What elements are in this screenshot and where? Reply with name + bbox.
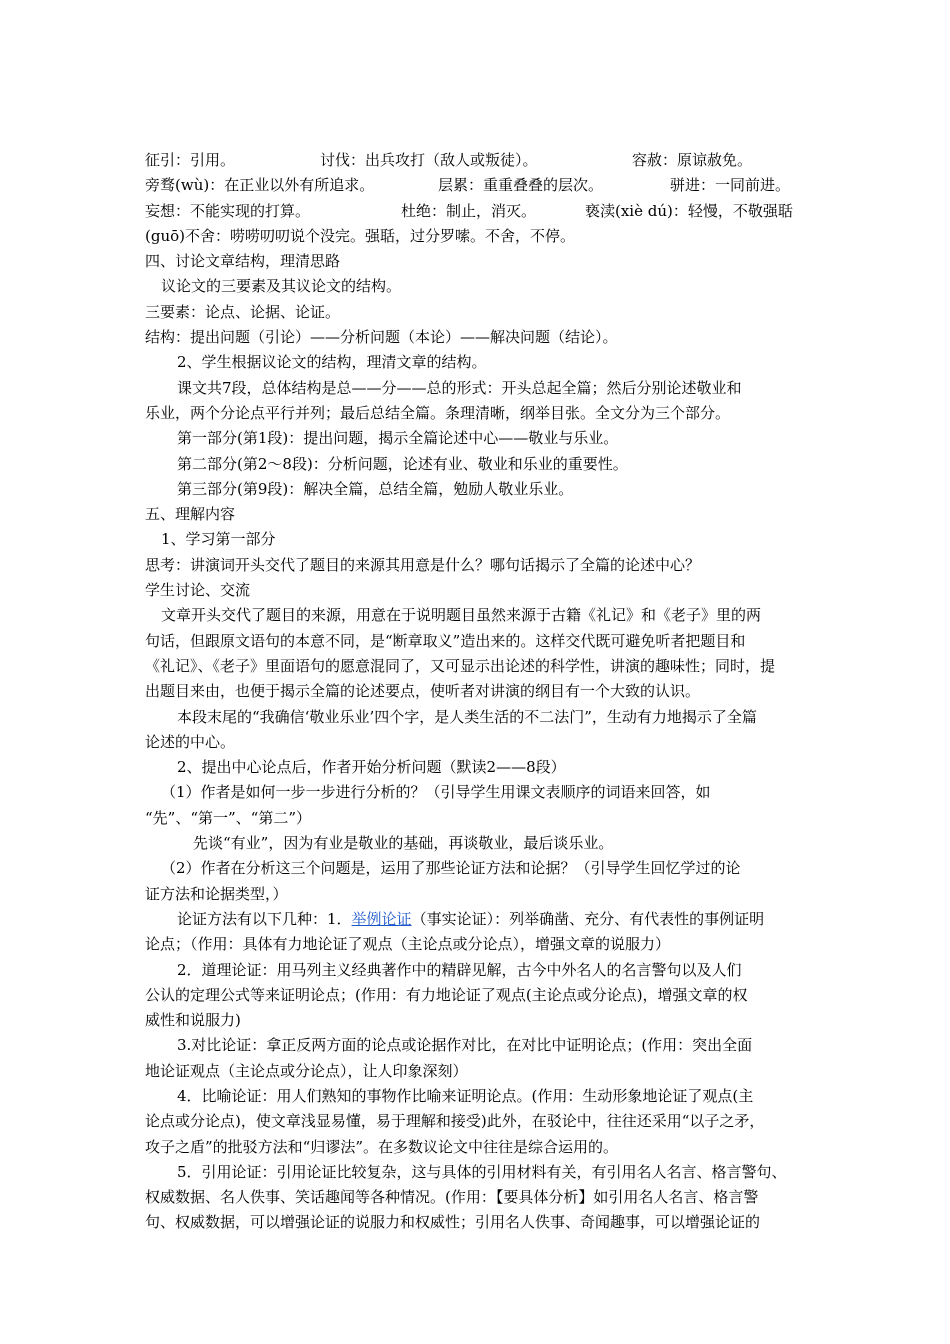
- glossary-entry: 骈进：一同前进。: [670, 176, 791, 195]
- paragraph-line: （2）作者在分析这三个问题是，运用了那些论证方法和论据？（引导学生回忆学过的论: [161, 859, 741, 878]
- glossary-entry: 杜绝：制止，消灭。: [401, 201, 537, 220]
- glossary-row-4: (guō)不舍：唠唠叨叨说个没完。强聒，过分罗嗦。不舍，不停。: [145, 226, 576, 245]
- paragraph-line: 乐业，两个分论点平行并列；最后总结全篇。条理清晰，纲举目张。全文分为三个部分。: [145, 403, 731, 422]
- paragraph-line: 本段末尾的“我确信‘敬业乐业’四个字，是人类生活的不二法门”，生动有力地揭示了全篇: [177, 707, 757, 726]
- glossary-entry: 容赦：原谅赦免。: [632, 151, 753, 169]
- glossary-entry: 讨伐：出兵攻打（敌人或叛徒）。: [320, 151, 538, 169]
- document-page: [145, 148, 813, 1236]
- paragraph-line: （1）作者是如何一步一步进行分析的？（引导学生用课文表顺序的词语来回答，如: [161, 783, 711, 802]
- paragraph-line: 《礼记》、《老子》里面语句的愿意混同了，又可显示出论述的科学性，讲演的趣味性；同时，提: [145, 656, 776, 675]
- paragraph-line: 句话，但跟原文语句的本意不同，是“断章取义”造出来的。这样交代既可避免听者把题目和: [145, 631, 746, 650]
- method-prefix: 论证方法有以下几种：1．: [177, 909, 352, 928]
- paragraph-line: “先”、“第一”、“第二”）: [145, 808, 312, 827]
- glossary-entry: 层累：重重叠叠的层次。: [438, 176, 604, 195]
- paragraph-line: 结构：提出问题（引论）——分析问题（本论）——解决问题（结论）。: [145, 328, 618, 347]
- paragraph-line: 学生讨论、交流: [145, 581, 251, 600]
- paragraph-line: 先谈“有业”，因为有业是敬业的基础，再谈敬业，最后谈乐业。: [193, 834, 614, 853]
- glossary-row-3: [145, 199, 813, 224]
- paragraph-line: 三要素：论点、论据、论证。: [145, 302, 341, 321]
- paragraph-line: 出题目来由，也便于揭示全篇的论述要点，使听者对讲演的纲目有一个大致的认识。: [145, 682, 701, 701]
- section-heading: 四、讨论文章结构，理清思路: [145, 252, 341, 271]
- example-argument-link[interactable]: 举例论证: [351, 909, 412, 928]
- paragraph-line: 第二部分(第2～8段)：分析问题，论述有业、敬业和乐业的重要性。: [177, 454, 628, 473]
- glossary-entry: 妄想：不能实现的打算。: [145, 201, 311, 220]
- paragraph-line: 3.对比论证：拿正反两方面的论点或论据作对比，在对比中证明论点；(作用：突出全面: [177, 1036, 753, 1055]
- glossary-row-1: [145, 148, 813, 173]
- paragraph-line: 证方法和论据类型，）: [145, 884, 288, 903]
- paragraph-line: 第一部分(第1段)：提出问题，揭示全篇论述中心——敬业与乐业。: [177, 429, 619, 448]
- paragraph-line: 论点；（作用：具体有力地论证了观点（主论点或分论点），增强文章的说服力）: [145, 935, 671, 954]
- paragraph-line: 第三部分(第9段)：解决全篇，总结全篇，勉励人敬业乐业。: [177, 479, 574, 498]
- paragraph-line: 4．比喻论证：用人们熟知的事物作比喻来证明论点。(作用：生动形象地论证了观点(主: [177, 1086, 754, 1105]
- paragraph-line: 2、学生根据议论文的结构，理清文章的结构。: [177, 353, 487, 372]
- section-heading: 五、理解内容: [145, 505, 236, 524]
- paragraph-line: 5．引用论证：引用论证比较复杂，这与具体的引用材料有关，有引用名人名言、格言警句、: [177, 1162, 787, 1181]
- method-suffix: （事实论证）：列举确凿、充分、有代表性的事例证明: [411, 909, 765, 928]
- glossary-entry: 征引：引用。: [145, 151, 236, 169]
- paragraph-line: 威性和说服力): [145, 1011, 241, 1030]
- paragraph-line: 2．道理论证：用马列主义经典著作中的精辟见解，古今中外名人的名言警句以及人们: [177, 960, 742, 979]
- paragraph-line: 权威数据、名人佚事、笑话趣闻等各种情况。(作用：【要具体分析】如引用名人名言、格言警: [145, 1188, 759, 1207]
- paragraph-line: 论点或分论点)，使文章浅显易懂，易于理解和接受)此外，在驳论中，往往还采用“以子之矛，: [145, 1112, 765, 1131]
- paragraph-line: 议论文的三要素及其议论文的结构。: [161, 277, 402, 296]
- paragraph-line: 攻子之盾”的批驳方法和“归谬法”。在多数议论文中往往是综合运用的。: [145, 1137, 619, 1156]
- paragraph-line: 课文共7段，总体结构是总——分——总的形式：开头总起全篇；然后分别论述敬业和: [177, 378, 742, 397]
- paragraph-line: 论述的中心。: [145, 732, 236, 751]
- glossary-row-2: [145, 173, 813, 198]
- paragraph-line: 文章开头交代了题目的来源，用意在于说明题目虽然来源于古籍《礼记》和《老子》里的两: [161, 606, 762, 625]
- paragraph-line: 思考：讲演词开头交代了题目的来源其用意是什么？哪句话揭示了全篇的论述中心？: [145, 555, 701, 574]
- subsection-heading: 2、提出中心论点后，作者开始分析问题（默读2——8段）: [177, 758, 566, 777]
- glossary-entry: 旁骛(wù)：在正业以外有所追求。: [145, 176, 375, 195]
- paragraph-line: [145, 907, 813, 932]
- paragraph-line: 地论证观点（主论点或分论点），让人印象深刻）: [145, 1061, 468, 1080]
- glossary-entry: 亵渎(xiè dú)：轻慢，不敬强聒: [585, 201, 793, 220]
- paragraph-line: 句、权威数据，可以增强论证的说服力和权威性；引用名人佚事、奇闻趣事，可以增强论证的: [145, 1213, 761, 1232]
- paragraph-line: 公认的定理公式等来证明论点；(作用：有力地论证了观点(主论点或分论点)，增强文章的权: [145, 985, 748, 1004]
- subsection-heading: 1、学习第一部分: [161, 530, 276, 549]
